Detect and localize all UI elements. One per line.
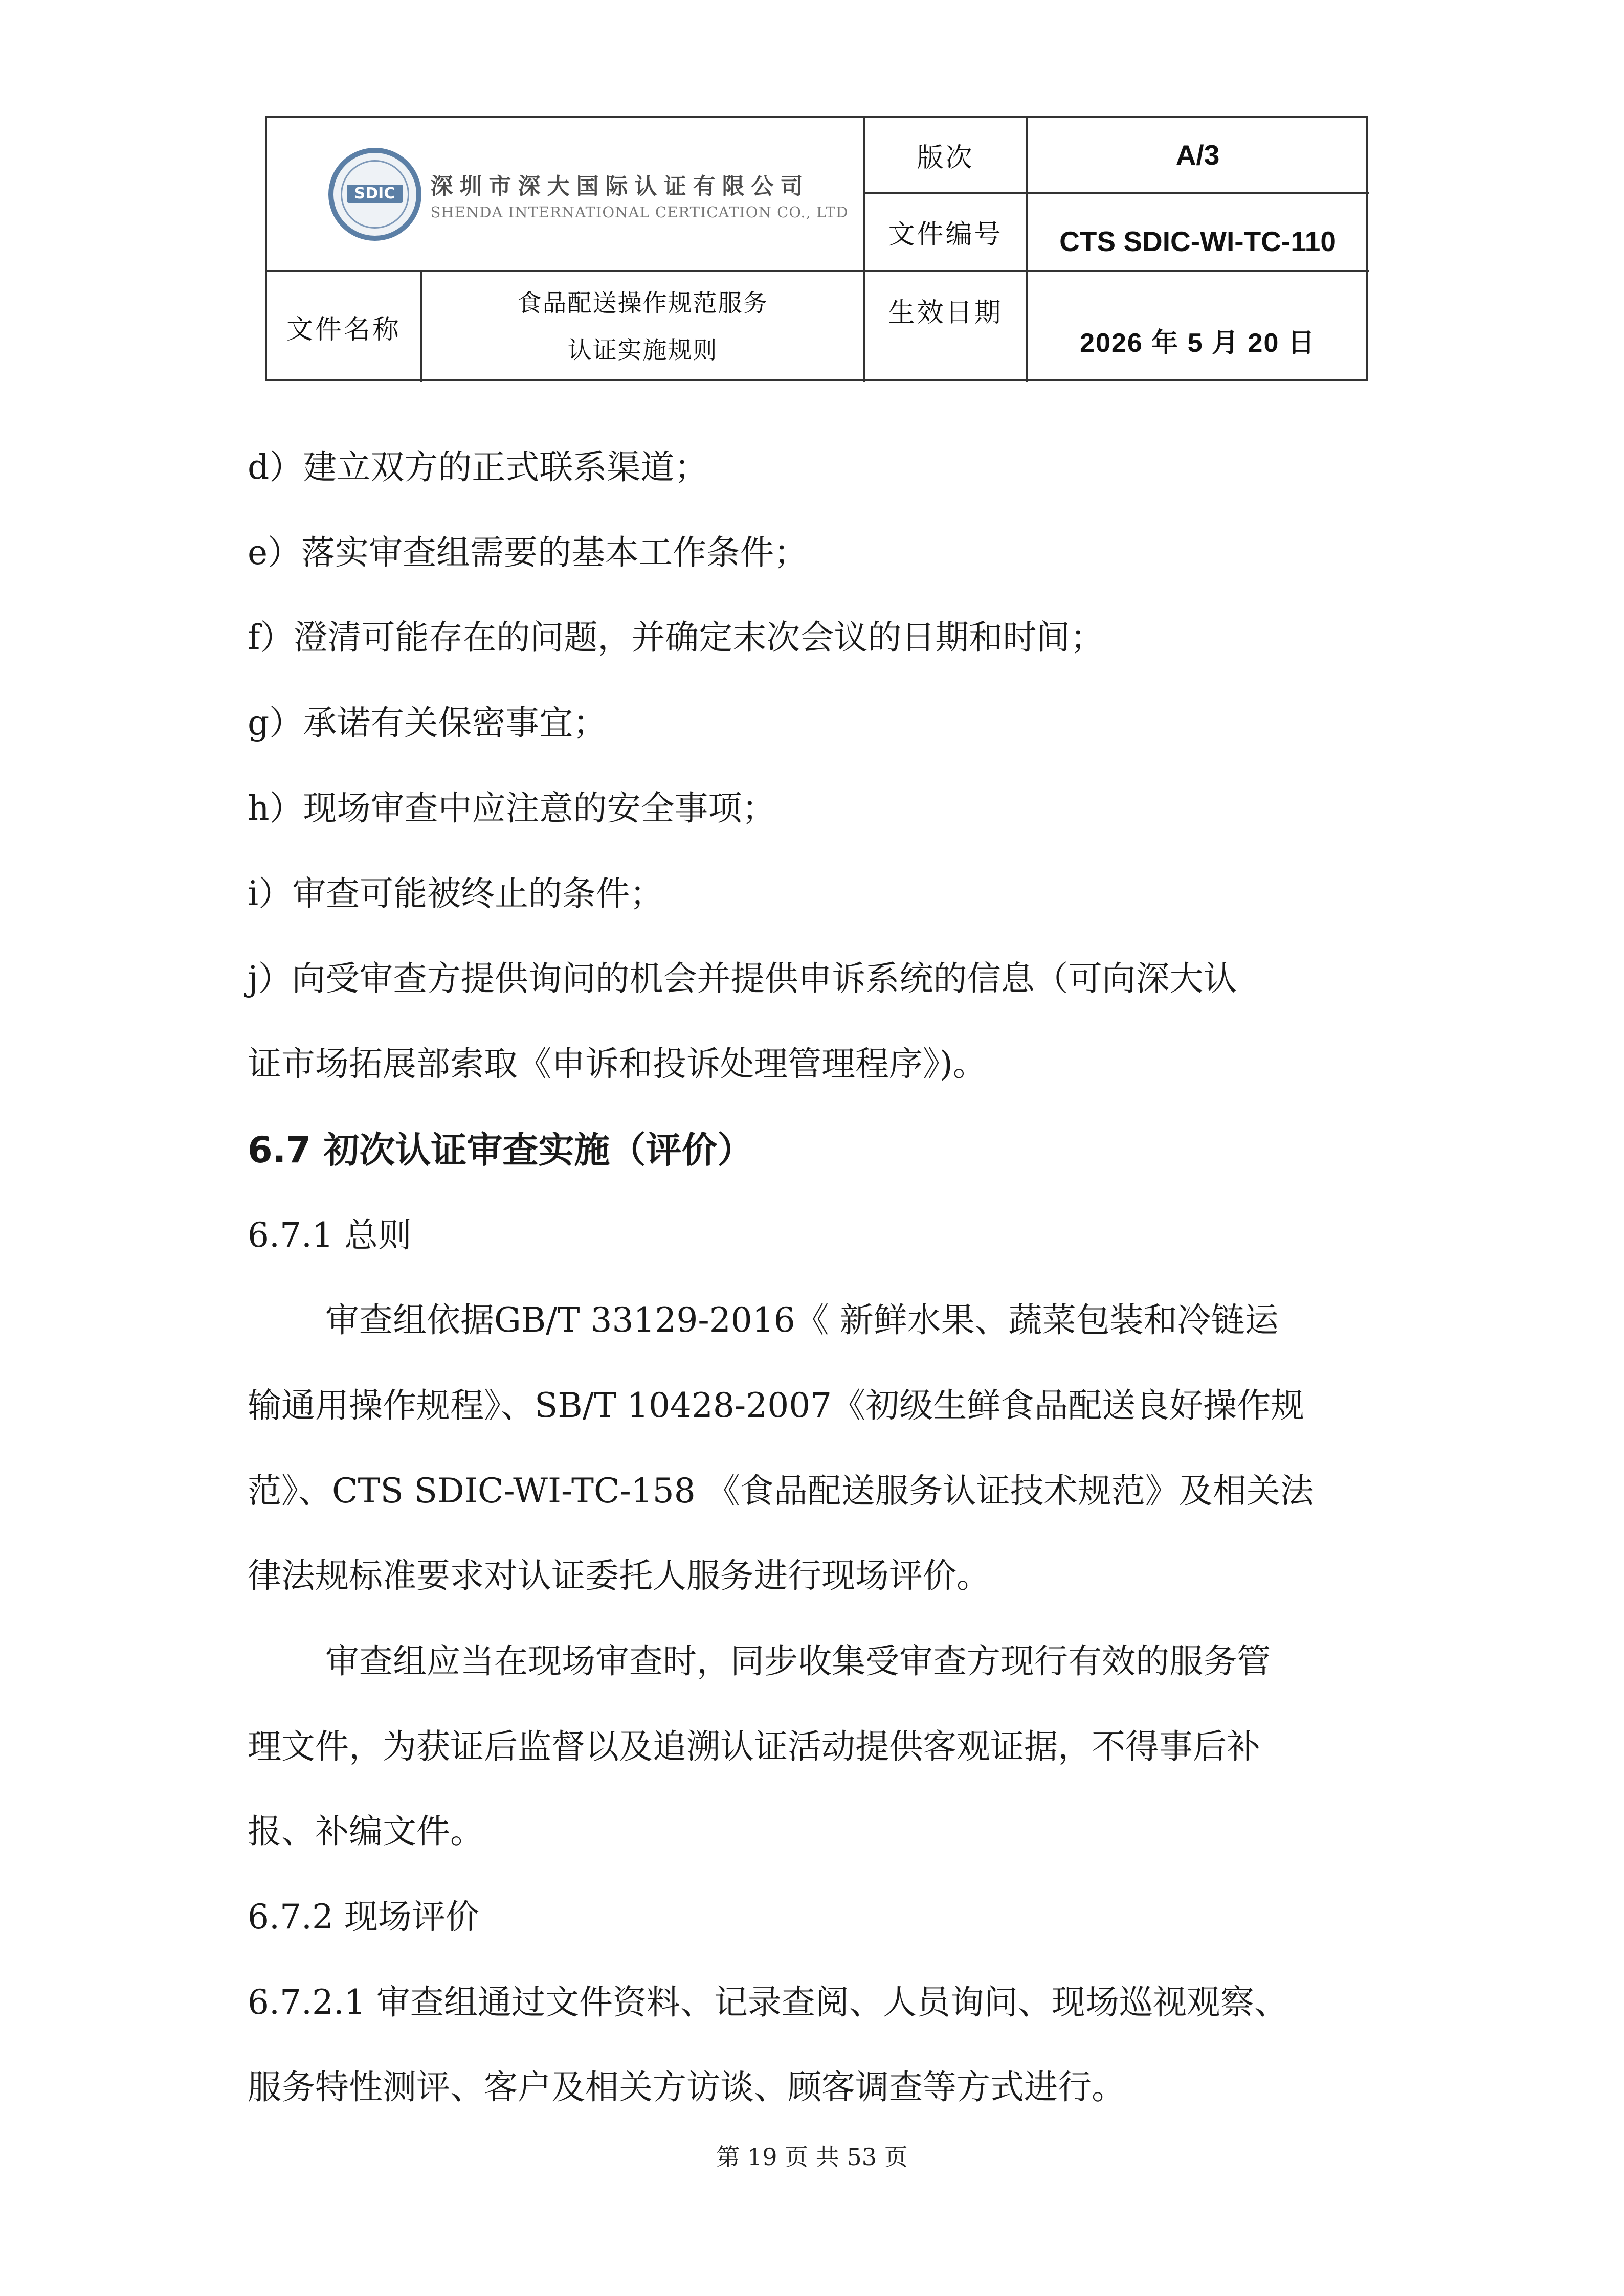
- paragraph-line: 报、补编文件。: [248, 1812, 484, 1851]
- company-name-en: SHENDA INTERNATIONAL CERTICATION CO., LTD: [430, 204, 849, 221]
- list-item: i）审查可能被终止的条件；: [248, 874, 664, 913]
- subsection-heading: 6.7.1 总则: [248, 1215, 412, 1255]
- version-label: 版次: [917, 142, 974, 173]
- effective-date-label: 生效日期: [888, 297, 1003, 328]
- paragraph-line: 审查组应当在现场审查时，同步收集受审查方现行有效的服务管: [325, 1641, 1271, 1681]
- list-item: h）现场审查中应注意的安全事项；: [248, 789, 776, 828]
- company-seal-icon: [328, 148, 421, 241]
- doc-name-line: 食品配送操作规范服务: [517, 289, 768, 318]
- document-header-table: [265, 116, 1368, 381]
- paragraph-line: 审查组依据GB/T 33129-2016《 新鲜水果、蔬菜包装和冷链运: [325, 1300, 1279, 1340]
- subsection-heading: 6.7.2 现场评价: [248, 1897, 479, 1937]
- doc-name-label: 文件名称: [286, 314, 401, 345]
- list-item: d）建立双方的正式联系渠道；: [248, 447, 708, 487]
- paragraph-line: 服务特性测评、客户及相关方访谈、顾客调查等方式进行。: [248, 2067, 1125, 2107]
- seal-label: SDIC: [347, 185, 403, 203]
- company-logo-block: [267, 118, 864, 271]
- list-item: j）向受审查方提供询问的机会并提供申诉系统的信息（可向深大认: [248, 959, 1237, 998]
- effective-date-value: 2026 年 5 月 20 日: [1080, 328, 1316, 358]
- doc-name-line: 认证实施规则: [567, 336, 718, 365]
- section-heading: 6.7 初次认证审查实施（评价）: [248, 1129, 753, 1171]
- doc-name-value: [422, 272, 863, 382]
- paragraph-line: 理文件，为获证后监督以及追溯认证活动提供客观证据，不得事后补: [248, 1727, 1260, 1766]
- paragraph-line: 输通用操作规程》、SB/T 10428-2007《初级生鲜食品配送良好操作规: [248, 1386, 1305, 1425]
- version-value: A/3: [1175, 139, 1220, 171]
- doc-number-label: 文件编号: [888, 219, 1003, 250]
- company-name-cn: 深圳市深大国际认证有限公司: [430, 173, 810, 199]
- list-item-continuation: 证市场拓展部索取《申诉和投诉处理管理程序》)。: [248, 1044, 987, 1084]
- doc-number-value: CTS SDIC-WI-TC-110: [1059, 226, 1336, 257]
- list-item: g）承诺有关保密事宜；: [248, 703, 607, 742]
- paragraph-line: 律法规标准要求对认证委托人服务进行现场评价。: [248, 1556, 990, 1595]
- list-item: f）澄清可能存在的问题，并确定末次会议的日期和时间；: [248, 618, 1104, 657]
- list-item: e）落实审查组需要的基本工作条件；: [248, 533, 808, 572]
- page-number-footer: 第 19 页 共 53 页: [716, 2143, 908, 2171]
- paragraph-line: 6.7.2.1 审查组通过文件资料、记录查阅、人员询问、现场巡视观察、: [248, 1983, 1288, 2022]
- paragraph-line: 范》、CTS SDIC-WI-TC-158 《食品配送服务认证技术规范》及相关法: [248, 1471, 1314, 1511]
